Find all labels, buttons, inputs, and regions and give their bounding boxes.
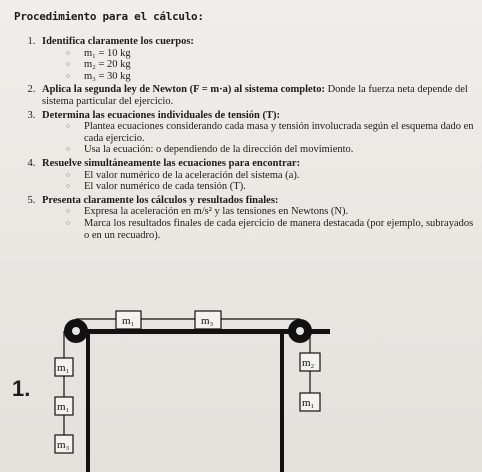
exercise-number: 1. bbox=[12, 376, 31, 401]
step-2-text: Donde la fuerza neta depende del sistema particular del ejercicio. bbox=[42, 84, 468, 107]
pulley-right-hub bbox=[296, 327, 304, 335]
table-leg-left bbox=[86, 334, 90, 472]
step-4-title: Resuelve simultáneamente las ecuaciones para encontrar: bbox=[42, 157, 301, 169]
step-5-bullets bbox=[42, 206, 478, 241]
step-3 bbox=[38, 110, 478, 156]
hang-left-block-top-label: m₁ bbox=[57, 362, 70, 374]
pulley-left-hub bbox=[72, 327, 80, 335]
step-3-bullets bbox=[42, 121, 478, 156]
mass-item-2: ○ m₂ = 20 kg bbox=[64, 59, 478, 71]
hang-right-block-top-label: m₂ bbox=[302, 357, 315, 369]
step-4 bbox=[38, 158, 478, 193]
step-5 bbox=[38, 195, 478, 241]
step-4-bullet-1: ○ El valor numérico de la aceleración del sistema (a). bbox=[64, 170, 478, 182]
table-leg-right bbox=[280, 334, 284, 472]
step-4-bullet-2: ○ El valor numérico de cada tensión (T). bbox=[64, 181, 478, 193]
procedure-steps bbox=[20, 36, 478, 243]
step-4-bullets bbox=[42, 170, 478, 193]
table-block-right-label: m₃ bbox=[201, 315, 214, 327]
step-1-title: Identifica claramente los cuerpos: bbox=[42, 36, 194, 47]
step-5-bullet-1: ○ Expresa la aceleración en m/s² y las tensiones en Newtons (N). bbox=[64, 206, 478, 218]
step-3-title: Determina las ecuaciones individuales de tensión (T): bbox=[42, 109, 280, 121]
step-5-title: Presenta claramente los cálculos y resultados finales: bbox=[42, 194, 279, 206]
step-1-bullets bbox=[42, 48, 478, 83]
step-3-bullet-2: ○ Usa la ecuación: o dependiendo de la dirección del movimiento. bbox=[64, 144, 478, 156]
hang-left-block-bottom-label: m₃ bbox=[57, 439, 70, 451]
step-2 bbox=[38, 84, 478, 107]
mass-item-3: ○ m₃ = 30 kg bbox=[64, 71, 478, 83]
step-3-bullet-1: ○ Plantea ecuaciones considerando cada masa y tensión involucrada según el esquema dado en cada ejercicio. bbox=[64, 121, 478, 144]
hang-right-block-bottom-label: m₁ bbox=[302, 397, 315, 409]
mass-item-1: ○ m₁ = 10 kg bbox=[64, 48, 478, 60]
step-2-title: Aplica la segunda ley de Newton (F = m·a) al sistema completo: bbox=[42, 84, 325, 96]
step-5-bullet-2: ○ Marca los resultados finales de cada ejercicio de manera destacada (por ejemplo, subrayados o en un recuadro). bbox=[64, 218, 478, 241]
procedure-heading: Procedimiento para el cálculo: bbox=[14, 10, 204, 23]
pulley-diagram bbox=[0, 295, 482, 472]
table-block-left-label: m₁ bbox=[122, 315, 135, 327]
step-1 bbox=[38, 36, 478, 82]
hang-left-block-middle-label: m₁ bbox=[57, 401, 70, 413]
